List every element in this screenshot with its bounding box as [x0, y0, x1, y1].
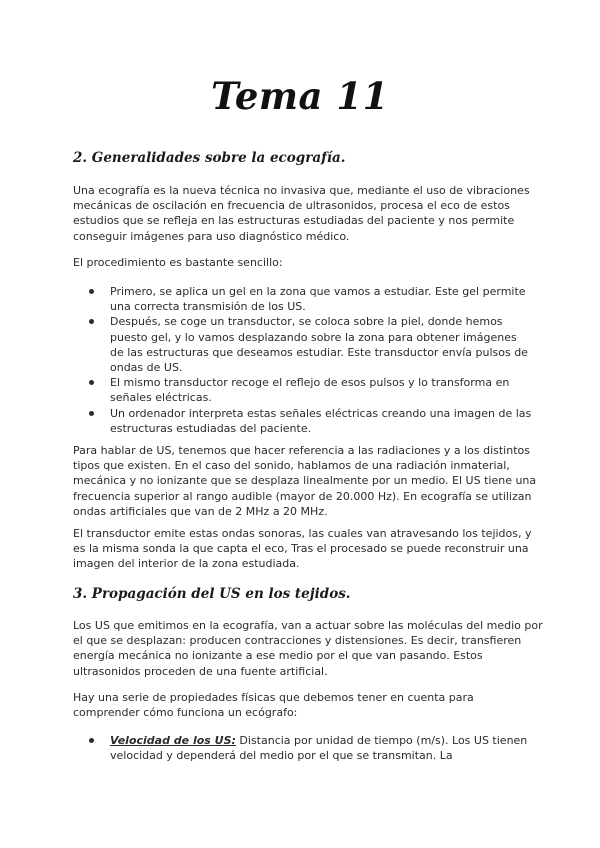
section-2-paragraph-3: Para hablar de US, tenemos que hacer referencia a las radiaciones y a los distintos tipos que existen. En el caso del sonido, hablamos de una radiación inmaterial, mecánica y no ionizante que se desplaza linealmente por un medio. El US tiene una frecuencia superior al rango audible (mayor de 20.000 Hz). En ecografía se utilizan ondas artificiales que van de 2 MHz a 20 MHz.: [73, 444, 537, 518]
section-2-paragraph-1: Una ecografía es la nueva técnica no invasiva que, mediante el uso de vibraciones mecánicas de oscilación en frecuencia de ultrasonidos, procesa el eco de estos estudios que se refleja en las estructuras estudiadas del paciente y nos permite conseguir imágenes para uso diagnóstico médico.: [73, 184, 530, 243]
section-2-paragraph-2: El procedimiento es bastante sencillo:: [73, 256, 283, 269]
procedure-step-list: [73, 284, 533, 436]
list-item-text: Después, se coge un transductor, se coloca sobre la piel, donde hemos puesto gel, y lo vamos desplazando sobre la zona para obtener imágenes de las estructuras que deseamos estudiar. Este transductor envía pulsos de ondas de US.: [110, 315, 528, 375]
property-text: Distancia por unidad de tiempo (m/s). Los US tienen velocidad y dependerá del medio por el que se transmitan. La: [110, 734, 528, 763]
list-item: [73, 314, 533, 375]
list-item: [73, 406, 533, 436]
list-item: [73, 284, 533, 314]
section-3-paragraph-2: Hay una serie de propiedades físicas que debemos tener en cuenta para comprender cómo funciona un ecógrafo:: [73, 691, 474, 720]
list-item-text: El mismo transductor recoge el reflejo de esos pulsos y lo transforma en señales eléctricas.: [110, 376, 510, 405]
property-label: Velocidad de los US:: [110, 734, 236, 747]
property-list: [73, 733, 533, 763]
page-title: Tema 11: [211, 74, 389, 118]
list-item-text: Un ordenador interpreta estas señales eléctricas creando una imagen de las estructuras estudiadas del paciente.: [110, 406, 532, 435]
bullet-icon: [89, 289, 94, 294]
list-item: [73, 733, 533, 763]
bullet-icon: [89, 319, 94, 324]
section-3-heading: 3. Propagación del US en los tejidos.: [73, 586, 351, 602]
list-item: [73, 375, 533, 405]
section-2-heading: 2. Generalidades sobre la ecografía.: [73, 150, 346, 166]
bullet-icon: [89, 411, 94, 416]
bullet-icon: [89, 738, 94, 743]
section-3-paragraph-1: Los US que emitimos en la ecografía, van a actuar sobre las moléculas del medio por el que se desplazan: producen contracciones y distensiones. Es decir, transfieren energía mecánica no ionizante a ese medio por el que van pasando. Estos ultrasonidos proceden de una fuente artificial.: [73, 619, 543, 678]
bullet-icon: [89, 380, 94, 385]
list-item-text: Primero, se aplica un gel en la zona que vamos a estudiar. Este gel permite una correcta transmisión de los US.: [110, 285, 526, 314]
section-2-paragraph-4: El transductor emite estas ondas sonoras, las cuales van atravesando los tejidos, y es la misma sonda la que capta el eco, Tras el procesado se puede reconstruir una imagen del interior de la zona estudiada.: [73, 527, 532, 571]
